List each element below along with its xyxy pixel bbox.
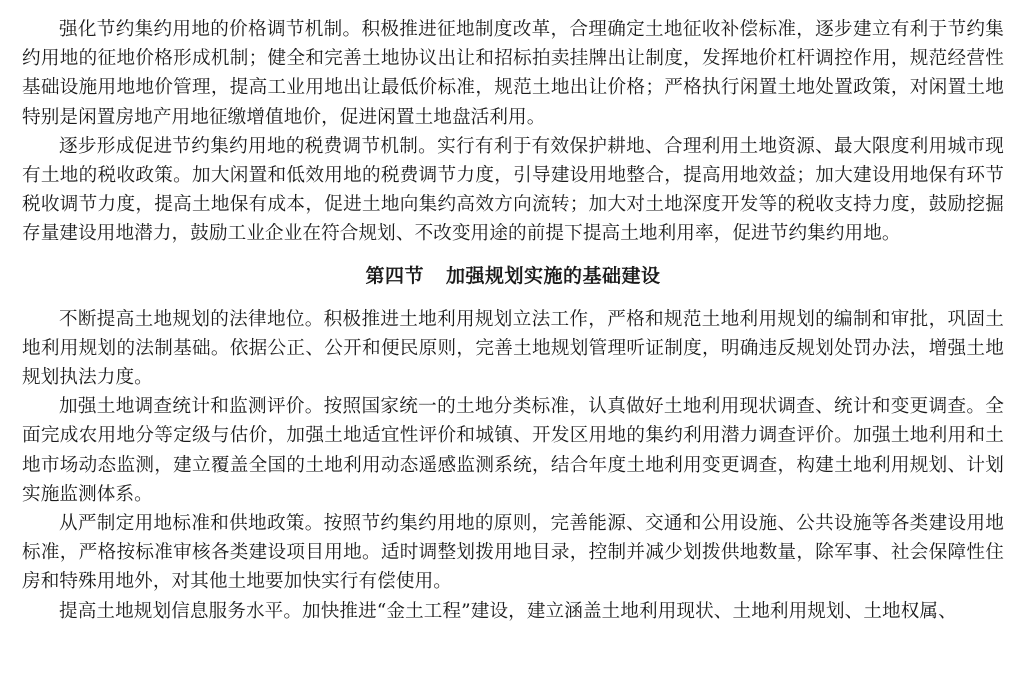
- section-heading: [22, 261, 1004, 291]
- section-title: 加强规划实施的基础建设: [446, 264, 661, 287]
- paragraph-survey-monitoring: 加强土地调查统计和监测评价。按照国家统一的土地分类标准，认真做好土地利用现状调查、统计和变更调查。全面完成农用地分等定级与估价，加强土地适宜性评价和城镇、开发区用地的集约利用潜力调查评价。加强土地利用和土地市场动态监测，建立覆盖全国的土地利用动态遥感监测系统，结合年度土地利用变更调查，构建土地利用规划、计划实施监测体系。: [22, 396, 1004, 505]
- paragraph-legal-status: 不断提高土地规划的法律地位。积极推进土地利用规划立法工作，严格和规范土地利用规划的编制和审批，巩固土地利用规划的法制基础。依据公正、公开和便民原则，完善土地规划管理听证制度，明确违反规划处罚办法，增强土地规划执法力度。: [22, 308, 1004, 389]
- paragraph-price-regulation: 强化节约集约用地的价格调节机制。积极推进征地制度改革，合理确定土地征收补偿标准，逐步建立有利于节约集约用地的征地价格形成机制；健全和完善土地协议出让和招标拍卖挂牌出让制度，发挥地价杠杆调控作用，规范经营性基础设施用地地价管理，提高工业用地出让最低价标准，规范土地出让价格；严格执行闲置土地处置政策，对闲置土地特别是闲置房地产用地征缴增值地价，促进闲置土地盘活利用。: [22, 19, 1004, 128]
- paragraph-land-standards: 从严制定用地标准和供地政策。按照节约集约用地的原则，完善能源、交通和公用设施、公共设施等各类建设用地标准，严格按标准审核各类建设项目用地。适时调整划拨用地目录，控制并减少划拨供地数量，除军事、社会保障性住房和特殊用地外，对其他土地要加快实行有偿使用。: [22, 513, 1004, 593]
- section-text-block: [22, 305, 1004, 626]
- top-text-block: [22, 15, 1004, 249]
- paragraph-info-service: 提高土地规划信息服务水平。加快推进“金土工程”建设，建立涵盖土地利用现状、土地利用规划、土地权属、: [59, 600, 957, 622]
- section-number: 第四节: [365, 264, 424, 287]
- paragraph-tax-regulation: 逐步形成促进节约集约用地的税费调节机制。实行有利于有效保护耕地、合理利用土地资源、最大限度利用城市现有土地的税收政策。加大闲置和低效用地的税费调节力度，引导建设用地整合，提高用地效益；加大建设用地保有环节税收调节力度，提高土地保有成本，促进土地向集约高效方向流转；加大对土地深度开发等的税收支持力度，鼓励挖掘存量建设用地潜力，鼓励工业企业在符合规划、不改变用途的前提下提高土地利用率，促进节约集约用地。: [22, 135, 1004, 245]
- document-page: [22, 0, 1004, 626]
